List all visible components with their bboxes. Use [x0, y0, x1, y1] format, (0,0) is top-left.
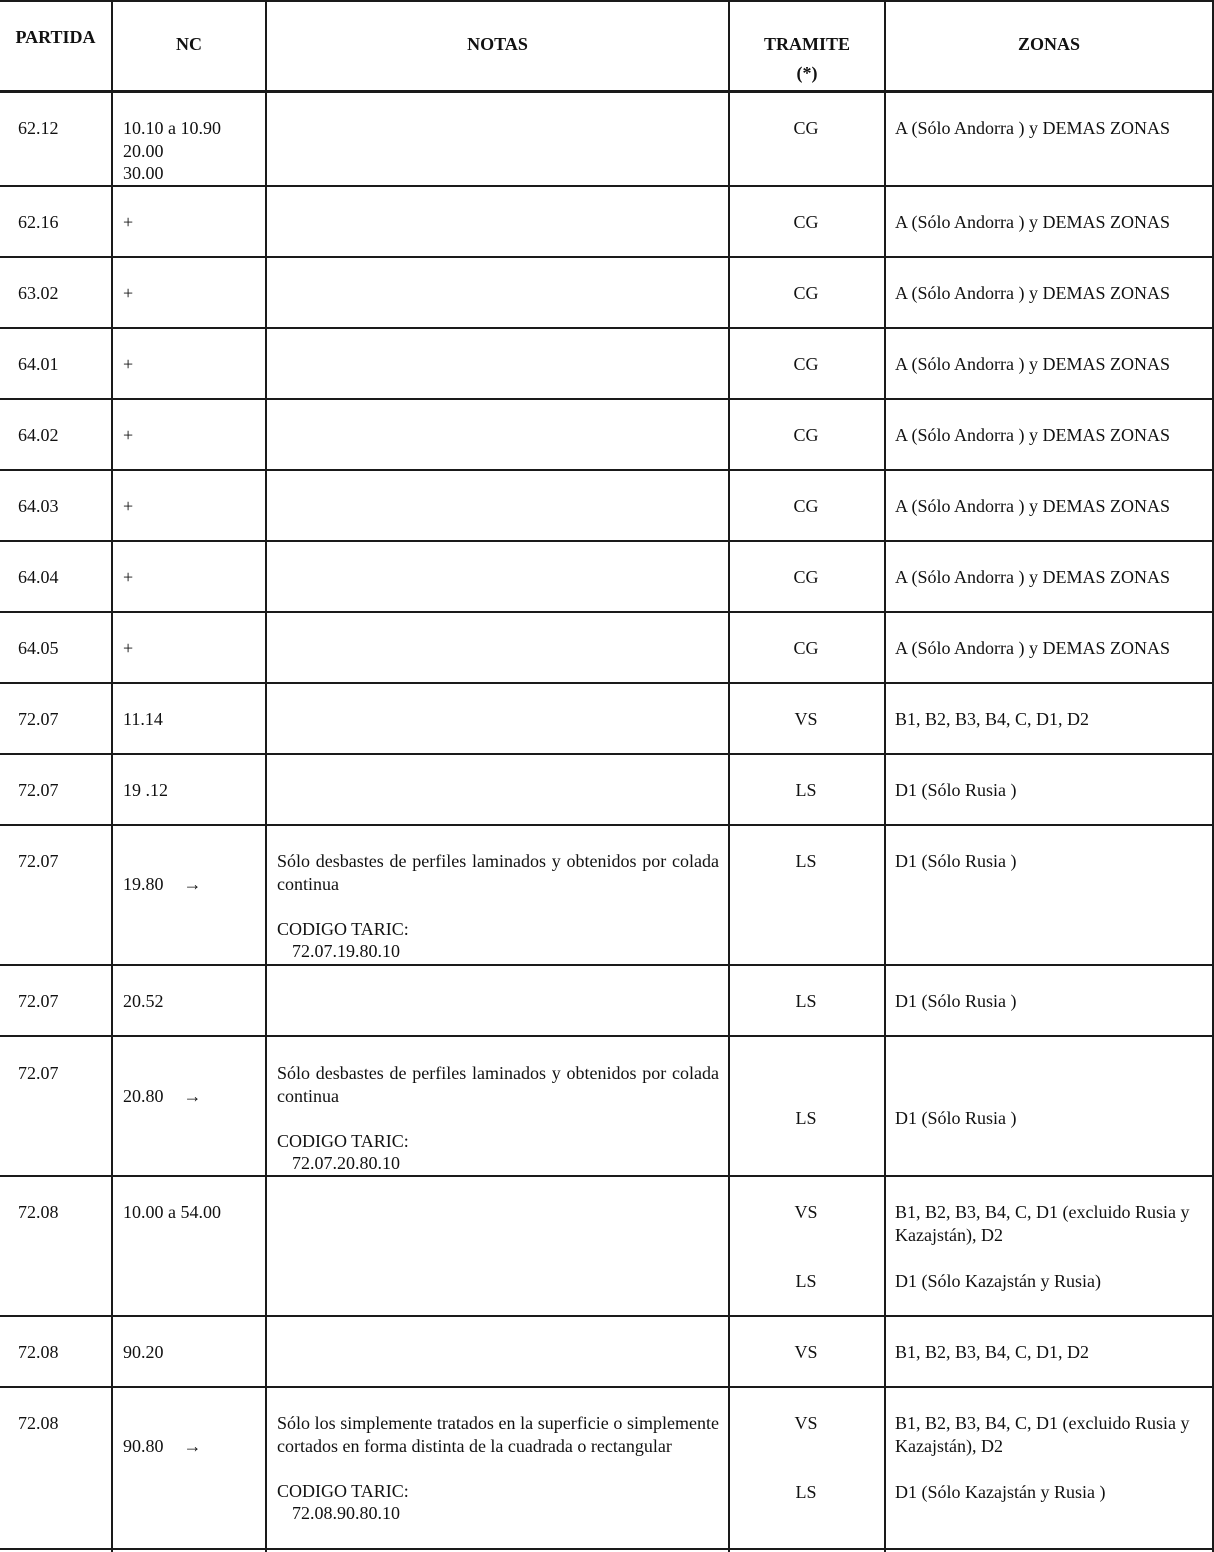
cell-tramite: CG — [793, 496, 819, 516]
cell-partida: 64.05 — [18, 638, 59, 658]
row-divider — [0, 753, 1214, 755]
cell-zonas: A (Sólo Andorra ) y DEMAS ZONAS — [895, 283, 1171, 303]
cell-zonas: A (Sólo Andorra ) y DEMAS ZONAS — [895, 567, 1171, 587]
header-nc: NC — [176, 34, 202, 54]
row-divider — [0, 682, 1214, 684]
note-description: Sólo desbastes de perfiles laminados y obtenidos por colada continua — [277, 1063, 719, 1106]
column-divider — [265, 0, 267, 1552]
cell-zonas: B1, B2, B3, B4, C, D1 (excluido Rusia y Kazajstán), D2 — [895, 1413, 1190, 1456]
cell-tramite: CG — [793, 354, 819, 374]
row-divider — [0, 327, 1214, 329]
nc-code: 90.80 — [123, 1435, 164, 1456]
row-divider — [0, 1386, 1214, 1388]
cell-nc: + — [123, 283, 134, 303]
cell-partida: 72.07 — [18, 1063, 59, 1083]
cell-partida: 72.08 — [18, 1342, 59, 1362]
cell-tramite-secondary: LS — [795, 1482, 817, 1502]
cell-partida: 64.04 — [18, 567, 59, 587]
cell-tramite: VS — [794, 709, 818, 729]
cell-partida: 63.02 — [18, 283, 59, 303]
row-divider — [0, 824, 1214, 826]
row-divider — [0, 964, 1214, 966]
cell-tramite: LS — [795, 780, 817, 800]
cell-tramite: LS — [795, 851, 817, 871]
cell-nc — [123, 850, 202, 895]
row-divider — [0, 256, 1214, 258]
cell-partida: 72.07 — [18, 780, 59, 800]
cell-zonas: A (Sólo Andorra ) y DEMAS ZONAS — [895, 212, 1171, 232]
row-divider — [0, 540, 1214, 542]
cell-partida: 72.07 — [18, 851, 59, 871]
cell-partida: 64.02 — [18, 425, 59, 445]
taric-label: CODIGO TARIC: — [277, 1480, 409, 1501]
column-divider — [884, 0, 886, 1552]
cell-zonas-secondary: D1 (Sólo Kazajstán y Rusia) — [895, 1271, 1101, 1291]
cell-zonas: D1 (Sólo Rusia ) — [895, 1108, 1017, 1128]
cell-tramite: LS — [795, 1108, 817, 1128]
cell-nc: + — [123, 496, 134, 516]
cell-zonas: D1 (Sólo Rusia ) — [895, 780, 1017, 800]
taric-code: 72.08.90.80.10 — [292, 1503, 400, 1524]
cell-zonas: A (Sólo Andorra ) y DEMAS ZONAS — [895, 425, 1171, 445]
nc-code: 19.80 — [123, 873, 164, 894]
cell-zonas: A (Sólo Andorra ) y DEMAS ZONAS — [895, 354, 1171, 374]
cell-partida: 64.03 — [18, 496, 59, 516]
cell-tramite: VS — [794, 1202, 818, 1222]
cell-notas — [277, 850, 719, 963]
cell-zonas-secondary: D1 (Sólo Kazajstán y Rusia ) — [895, 1482, 1106, 1502]
row-divider — [0, 1315, 1214, 1317]
row-divider — [0, 611, 1214, 613]
arrow-right-icon: → — [183, 1435, 202, 1456]
cell-nc — [123, 1412, 202, 1457]
cell-tramite: CG — [793, 567, 819, 587]
cell-nc — [123, 1062, 202, 1107]
row-divider — [0, 469, 1214, 471]
cell-nc: + — [123, 567, 134, 587]
cell-tramite: CG — [793, 638, 819, 658]
cell-tramite: CG — [793, 283, 819, 303]
cell-nc: 10.10 a 10.90 20.00 30.00 — [123, 118, 221, 184]
header-notas: NOTAS — [467, 34, 528, 54]
cell-zonas: A (Sólo Andorra ) y DEMAS ZONAS — [895, 118, 1171, 138]
cell-partida: 62.12 — [18, 118, 59, 138]
header-bottom-border — [0, 90, 1214, 93]
cell-nc: + — [123, 354, 134, 374]
cell-zonas: B1, B2, B3, B4, C, D1, D2 — [895, 1342, 1090, 1362]
cell-zonas: D1 (Sólo Rusia ) — [895, 851, 1017, 871]
taric-label: CODIGO TARIC: — [277, 918, 409, 939]
table-bottom-border — [0, 1548, 1214, 1550]
table-top-border — [0, 0, 1214, 2]
note-description: Sólo los simplemente tratados en la superficie o simplemente cortados en forma distinta de la cuadrada o rectangular — [277, 1413, 719, 1456]
cell-nc: + — [123, 638, 134, 658]
cell-zonas: A (Sólo Andorra ) y DEMAS ZONAS — [895, 638, 1171, 658]
cell-partida: 64.01 — [18, 354, 59, 374]
cell-tramite: LS — [795, 991, 817, 1011]
arrow-right-icon: → — [183, 873, 202, 894]
cell-partida: 72.07 — [18, 991, 59, 1011]
cell-tramite: VS — [794, 1413, 818, 1433]
cell-partida: 72.08 — [18, 1413, 59, 1433]
cell-tramite: CG — [793, 425, 819, 445]
cell-tramite: CG — [793, 118, 819, 138]
cell-nc: + — [123, 212, 134, 232]
cell-nc: 11.14 — [123, 709, 163, 729]
cell-nc: 10.00 a 54.00 — [123, 1202, 221, 1222]
taric-code: 72.07.20.80.10 — [292, 1153, 400, 1174]
cell-zonas: B1, B2, B3, B4, C, D1, D2 — [895, 709, 1090, 729]
cell-nc: 19 .12 — [123, 780, 168, 800]
cell-zonas: B1, B2, B3, B4, C, D1 (excluido Rusia y Kazajstán), D2 — [895, 1202, 1190, 1245]
cell-tramite-secondary: LS — [795, 1271, 817, 1291]
cell-notas — [277, 1412, 719, 1525]
cell-nc: + — [123, 425, 134, 445]
row-divider — [0, 185, 1214, 187]
cell-tramite: CG — [793, 212, 819, 232]
cell-nc: 20.52 — [123, 991, 164, 1011]
nc-code: 20.80 — [123, 1085, 164, 1106]
header-partida: PARTIDA — [15, 27, 96, 47]
cell-notas — [277, 1062, 719, 1175]
row-divider — [0, 1175, 1214, 1177]
taric-label: CODIGO TARIC: — [277, 1130, 409, 1151]
cell-partida: 72.07 — [18, 709, 59, 729]
arrow-right-icon: → — [183, 1085, 202, 1106]
cell-nc: 90.20 — [123, 1342, 164, 1362]
taric-code: 72.07.19.80.10 — [292, 941, 400, 962]
cell-partida: 62.16 — [18, 212, 59, 232]
header-tramite: TRAMITE — [763, 34, 850, 54]
column-divider — [111, 0, 113, 1552]
cell-zonas: A (Sólo Andorra ) y DEMAS ZONAS — [895, 496, 1171, 516]
row-divider — [0, 1035, 1214, 1037]
header-zonas: ZONAS — [1017, 34, 1080, 54]
header-tramite-note: (*) — [796, 63, 818, 83]
cell-tramite: VS — [794, 1342, 818, 1362]
cell-zonas: D1 (Sólo Rusia ) — [895, 991, 1017, 1011]
cell-partida: 72.08 — [18, 1202, 59, 1222]
note-description: Sólo desbastes de perfiles laminados y obtenidos por colada continua — [277, 851, 719, 894]
row-divider — [0, 398, 1214, 400]
column-divider — [728, 0, 730, 1552]
